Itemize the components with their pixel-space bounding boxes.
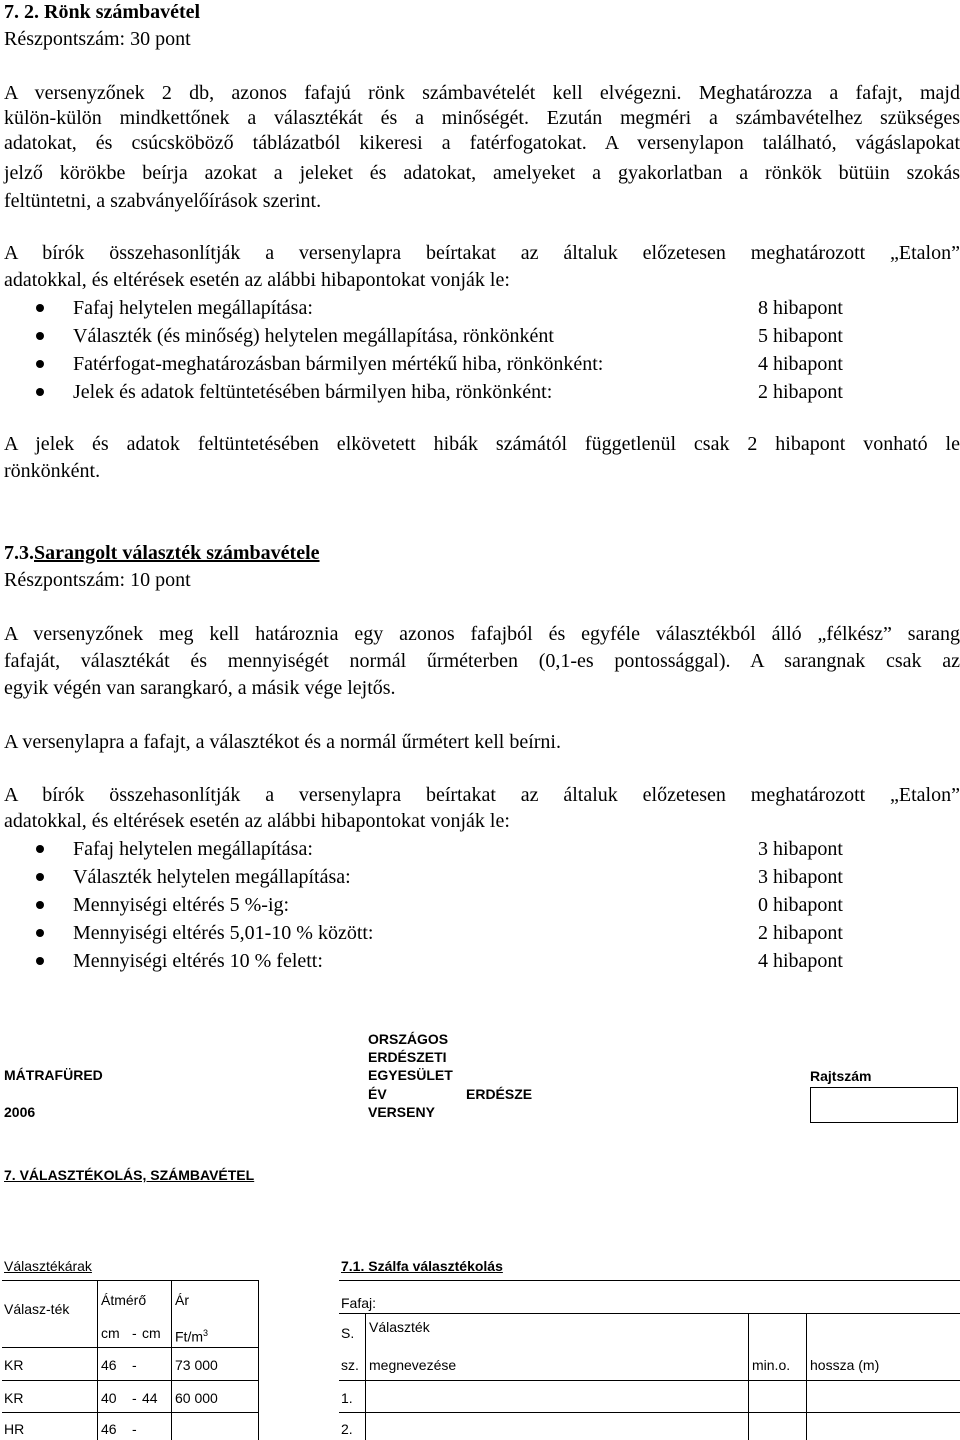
table-rule <box>339 1412 960 1413</box>
rajtszam-field[interactable] <box>810 1087 958 1123</box>
penalty-label: Fatérfogat-meghatározásban bármilyen mértékű hiba, rönkönként: <box>73 353 604 375</box>
bullet-icon <box>36 388 44 396</box>
penalty-points: 4 hibapont <box>758 950 843 972</box>
price-row-dash: - <box>132 1421 137 1437</box>
price-row-grade: HR <box>4 1421 25 1437</box>
penalty-label: Mennyiségi eltérés 5 %-ig: <box>73 894 290 916</box>
penalty-item <box>0 322 960 350</box>
penalty-label: Jelek és adatok feltüntetésében bármilyen hiba, rönkönként: <box>73 381 553 403</box>
price-row-from: 46 <box>101 1357 117 1373</box>
price-row-grade: KR <box>4 1357 24 1373</box>
table-rule <box>806 1313 807 1440</box>
penalty-points: 8 hibapont <box>758 297 843 319</box>
org-line-1: ORSZÁGOS <box>368 1031 449 1047</box>
org-line-3: EGYESÜLET <box>368 1067 453 1083</box>
price-table-unit-cm: cm <box>101 1325 120 1341</box>
section-73-score: Részpontszám: 10 pont <box>4 569 191 591</box>
org-line-2: ERDÉSZETI <box>368 1049 447 1065</box>
penalty-item <box>0 863 960 891</box>
rajtszam-label: Rajtszám <box>810 1068 872 1084</box>
penalty-item <box>0 891 960 919</box>
sorting-table-megnevezese-label: megnevezése <box>369 1357 457 1373</box>
penalty-item <box>0 919 960 947</box>
price-table-unit-dash: - <box>132 1325 137 1341</box>
price-row-grade: KR <box>4 1390 24 1406</box>
section-72-para3-line2: rönkönként. <box>4 460 101 482</box>
sorting-table-title: 7.1. Szálfa választékolás <box>341 1258 503 1274</box>
org-line-4b: ERDÉSZE <box>466 1086 533 1102</box>
price-row-dash: - <box>132 1357 137 1373</box>
section-72-para1-line1: A versenyzőnek 2 db, azonos fafajú rönk számbavételét kell elvégezni. Meghatározza a fafajt, majd <box>4 82 960 104</box>
section-73-number: 7.3. <box>4 542 34 564</box>
penalty-points: 3 hibapont <box>758 866 843 888</box>
penalty-label: Választék helytelen megállapítása: <box>73 866 351 888</box>
sorting-table-s-label: S. <box>341 1325 355 1341</box>
sorting-table-row-number: 1. <box>341 1390 353 1406</box>
price-row-from: 40 <box>101 1390 117 1406</box>
table-rule <box>2 1380 258 1381</box>
penalty-item <box>0 947 960 975</box>
price-table-unit-ft <box>175 1324 208 1346</box>
section-73-para1-line2: fafaját, választékát és mennyiségét normál űrméterben (0,1-es pontossággal). A sarangnak csak az <box>4 650 960 672</box>
org-line-4a: ÉV <box>368 1086 387 1102</box>
penalty-points: 2 hibapont <box>758 381 843 403</box>
price-table-header-valaszek: Válasz-ték <box>4 1301 70 1317</box>
section-73-para1-line1: A versenyzőnek meg kell határoznia egy azonos fafajból és egyféle választékból álló „félkész” sarang <box>4 623 960 645</box>
penalty-item <box>0 350 960 378</box>
penalty-item <box>0 378 960 406</box>
section-72-para1-line3: adatokat, és csúcsköböző táblázatból kikeresi a fatérfogatokat. A versenylapon található, vágáslapokat <box>4 132 960 154</box>
penalty-points: 3 hibapont <box>758 838 843 860</box>
table-rule <box>2 1347 258 1348</box>
price-table-header-atmero: Átmérő <box>101 1292 147 1308</box>
table-rule <box>339 1280 960 1281</box>
section-72-para1-line2: külön-külön mindkettőnek a választékát és a minőségét. Ezután megméri a számbavételhez szükséges <box>4 107 960 129</box>
price-table-unit-sup: 3 <box>203 1328 209 1338</box>
penalty-item <box>0 294 960 322</box>
sorting-table-mino-label: min.o. <box>752 1357 791 1373</box>
price-table-unit-ft-text: Ft/m <box>175 1328 203 1345</box>
penalty-label: Mennyiségi eltérés 5,01-10 % között: <box>73 922 374 944</box>
section-73-title <box>4 539 960 567</box>
section-73-title-text: Sarangolt választék számbavétele <box>34 542 320 564</box>
form-place: MÁTRAFÜRED <box>4 1067 103 1083</box>
form-year: 2006 <box>4 1104 36 1120</box>
table-rule <box>2 1412 258 1413</box>
bullet-icon <box>36 957 44 965</box>
bullet-icon <box>36 901 44 909</box>
penalty-points: 4 hibapont <box>758 353 843 375</box>
section-72-para3-line1: A jelek és adatok feltüntetésében elkövetett hibák számától függetlenül csak 2 hibapont vonható le <box>4 433 960 455</box>
sorting-table-fafaj-label: Fafaj: <box>341 1295 377 1311</box>
penalty-points: 0 hibapont <box>758 894 843 916</box>
table-rule <box>339 1380 960 1381</box>
section-73-para2: A versenylapra a fafajt, a választékot és a normál űrmétert kell beírni. <box>4 731 561 753</box>
penalty-label: Választék (és minőség) helytelen megállapítása, rönkönként <box>73 325 554 347</box>
sorting-table-row-number: 2. <box>341 1421 353 1437</box>
section-72-para1-line4: jelző körökbe beírja azokat a jeleket és adatokat, amelyeket a gyakorlatban a rönkök bütüin szokás <box>4 162 960 184</box>
section-72-score: Részpontszám: 30 pont <box>4 28 191 50</box>
bullet-icon <box>36 873 44 881</box>
table-rule <box>365 1313 366 1440</box>
table-rule <box>748 1313 749 1440</box>
table-rule <box>339 1313 960 1314</box>
price-row-to: 44 <box>142 1390 158 1406</box>
price-table-header-ar: Ár <box>175 1292 189 1308</box>
price-row-price: 73 000 <box>175 1357 218 1373</box>
price-table-unit-cm: cm <box>142 1325 161 1341</box>
table-rule <box>171 1280 172 1440</box>
bullet-icon <box>36 304 44 312</box>
bullet-icon <box>36 845 44 853</box>
sorting-table-hossza-label: hossza (m) <box>810 1357 880 1373</box>
penalty-points: 5 hibapont <box>758 325 843 347</box>
sorting-table-sz-label: sz. <box>341 1357 359 1373</box>
section-73-para3-line2: adatokkal, és eltérések esetén az alábbi hibapontokat vonják le: <box>4 810 510 832</box>
table-rule <box>2 1280 258 1281</box>
org-line-5: VERSENY <box>368 1104 435 1120</box>
section-72-para1-line5: feltüntetni, a szabványelőírások szerint. <box>4 190 322 212</box>
price-row-from: 46 <box>101 1421 117 1437</box>
form-section-title: 7. VÁLASZTÉKOLÁS, SZÁMBAVÉTEL <box>4 1167 255 1183</box>
section-73-para3-line1: A bírók összehasonlítják a versenylapra beírtakat az általuk előzetesen meghatározott „Etalon” <box>4 784 960 806</box>
price-table-title: Választékárak <box>4 1258 92 1274</box>
bullet-icon <box>36 360 44 368</box>
penalty-item <box>0 835 960 863</box>
bullet-icon <box>36 929 44 937</box>
table-rule <box>97 1280 98 1440</box>
penalty-points: 2 hibapont <box>758 922 843 944</box>
section-72-para2-line2: adatokkal, és eltérések esetén az alábbi hibapontokat vonják le: <box>4 269 510 291</box>
section-72-para2-line1: A bírók összehasonlítják a versenylapra beírtakat az általuk előzetesen meghatározott „Etalon” <box>4 242 960 264</box>
price-row-dash: - <box>132 1390 137 1406</box>
penalty-label: Fafaj helytelen megállapítása: <box>73 297 313 319</box>
penalty-label: Fafaj helytelen megállapítása: <box>73 838 313 860</box>
penalty-label: Mennyiségi eltérés 10 % felett: <box>73 950 323 972</box>
section-72-title: 7. 2. Rönk számbavétel <box>4 1 201 23</box>
section-73-para1-line3: egyik végén van sarangkaró, a másik vége lejtős. <box>4 677 396 699</box>
price-row-price: 60 000 <box>175 1390 218 1406</box>
sorting-table-valasztek-label: Választék <box>369 1319 430 1335</box>
table-rule <box>258 1280 259 1440</box>
bullet-icon <box>36 332 44 340</box>
